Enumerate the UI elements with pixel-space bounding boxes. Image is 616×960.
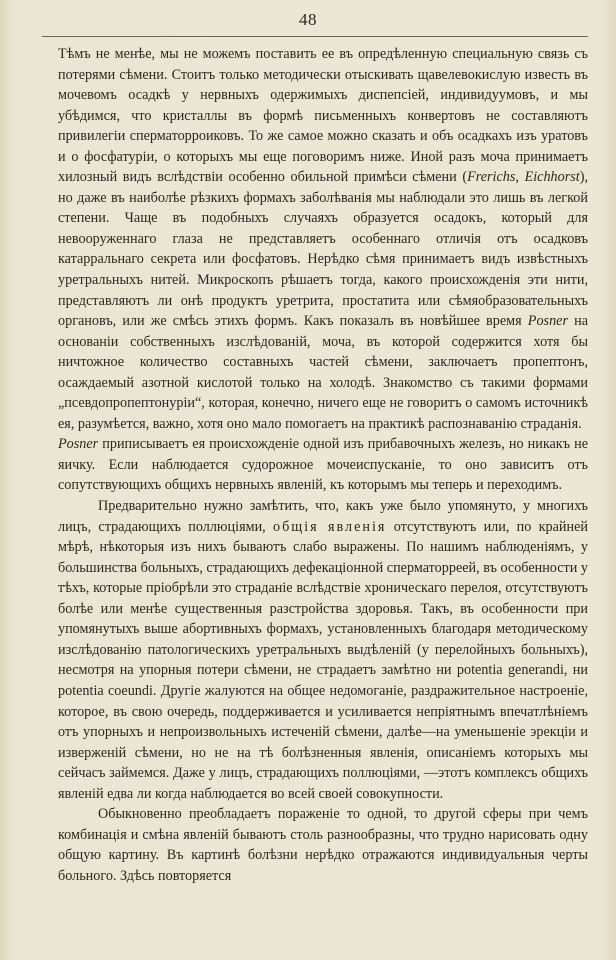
author-eichhorst: Eichhorst (524, 169, 580, 186)
author-frerichs: Frerichs (467, 169, 516, 186)
page-number: 48 (299, 10, 317, 29)
paragraph-1 (58, 44, 588, 434)
author-posner: Posner (527, 313, 568, 330)
text-run: приписываетъ ея происхожденiе одной изъ прибавочныхъ железъ, но никакъ не яичку. Если наблюдается судорожное мочеиспусканiе, то оно зависитъ отъ сопутствующихъ общихъ нервныхъ явленiй, къ которымъ мы теперь и переходимъ. (58, 436, 588, 494)
text-run: Обыкновенно преобладаетъ пораженiе то одной, то другой сферы при чемъ комбинацiя и смѣна явленiй бываютъ столь разнообразны, что трудно нарисовать одну общую картину. Въ картинѣ болѣзни нерѣдко отражаются индивидуальныя черты больного. Здѣсь повторяется (58, 806, 588, 884)
body-text (58, 44, 588, 886)
text-run: на основанiи собственныхъ изслѣдованiй, моча, въ которой содержится хотя бы ничтожное количество составныхъ частей сѣмени, заключаетъ пропептонъ, осаждаемый азотной кислотой только на холодѣ. Знакомство съ такими формами „псевдопропептонурiи“, которая, конечно, ничего еще не говоритъ о самомъ источникѣ ея, разумѣется, важно, хотя оно мало помогаетъ на практикѣ распознаванiю страданiя. (58, 313, 589, 432)
spaced-emphasis: общiя явленiя (272, 518, 387, 535)
text-run: ), но даже въ наиболѣе рѣзкихъ формахъ заболѣванiя мы наблюдали это лишь въ легкой степени. Чаще въ подобныхъ случаяхъ образуется осадокъ, который для невооруженнаго глаза не представляетъ особеннаго отличiя отъ осадковъ катарральнаго секрета или фосфатовъ. Нерѣдко сѣмя принимаетъ видъ извѣстныхъ уретральныхъ нитей. Микроскопъ рѣшаетъ тогда, какого происхожденiя эти нити, представляютъ ли онѣ продуктъ уретрита, простатита или сѣмяобразовательныхъ органовъ, или же смѣсь этихъ формъ. Какъ показалъ въ новѣйшее время (58, 169, 589, 330)
paragraph-4 (58, 804, 588, 886)
author-posner: Posner (58, 436, 99, 453)
text-run: отсутствуютъ или, по крайней мѣрѣ, нѣкоторыя изъ нихъ бываютъ слабо выражены. По нашимъ наблюденiямъ, у большинства больныхъ, страдающихъ дефекацiонной сперматорреей, въ особенности у тѣхъ, которые прiобрѣли это страданiе вслѣдствiе хроническаго перелоя, отсутствуютъ болѣе или менѣе существенныя разстройства здоровья. Такъ, въ особенности при упомянутыхъ выше абортивныхъ формахъ, установленныхъ благодаря методическому изслѣдованiю патологическихъ уретральныхъ выдѣленiй (у перелойныхъ больныхъ), несмотря на упорныя потери сѣмени, не страдаетъ замѣтно ни potentia generandi, ни potentia coeundi. Другiе жалуются на общее недомоганiе, раздражительное настроенiе, которое, въ свою очередь, поддерживается и усиливается непрiятнымъ впечатлѣнiемъ отъ упорныхъ и непроизвольныхъ истеченiй сѣмени, далѣе—на уменьшенiе эрекцiи и изверженiй сѣмени, но не на тѣ болѣзненныя явленiя, описанiемъ которыхъ мы сейчасъ займемся. Даже у лицъ, страдающихъ поллюцiями, —этотъ комплексъ общихъ явленiй едва ли когда наблюдается во всей своей совокупности. (58, 518, 588, 802)
text-run: , (515, 169, 525, 186)
paragraph-3 (58, 496, 588, 804)
paragraph-2 (58, 434, 588, 496)
text-run: Тѣмъ не менѣе, мы не можемъ поставить ее въ опредѣленную специальную связь съ потерями сѣмени. Стоитъ только методически отыскивать щавелевокислую известь въ мочевомъ осадкѣ у нервныхъ одержимыхъ диспепсiей, индивидуумовъ, и мы убѣдимся, что кристаллы въ формѣ письменныхъ конвертовъ не составляютъ привилегiи сперматорроиковъ. То же самое можно сказать и объ осадкахъ изъ уратовъ и о фосфатурiи, о которыхъ мы еще поговоримъ ниже. Иной разъ моча принимаетъ хилозный видъ вслѣдствiи особенно обильной примѣси сѣмени ( (58, 46, 588, 186)
header-rule (42, 36, 588, 37)
text-run: Предварительно нужно замѣтить, что, какъ уже было упомянуто, у многихъ лицъ, страдающихъ поллюцiями, (58, 498, 588, 535)
